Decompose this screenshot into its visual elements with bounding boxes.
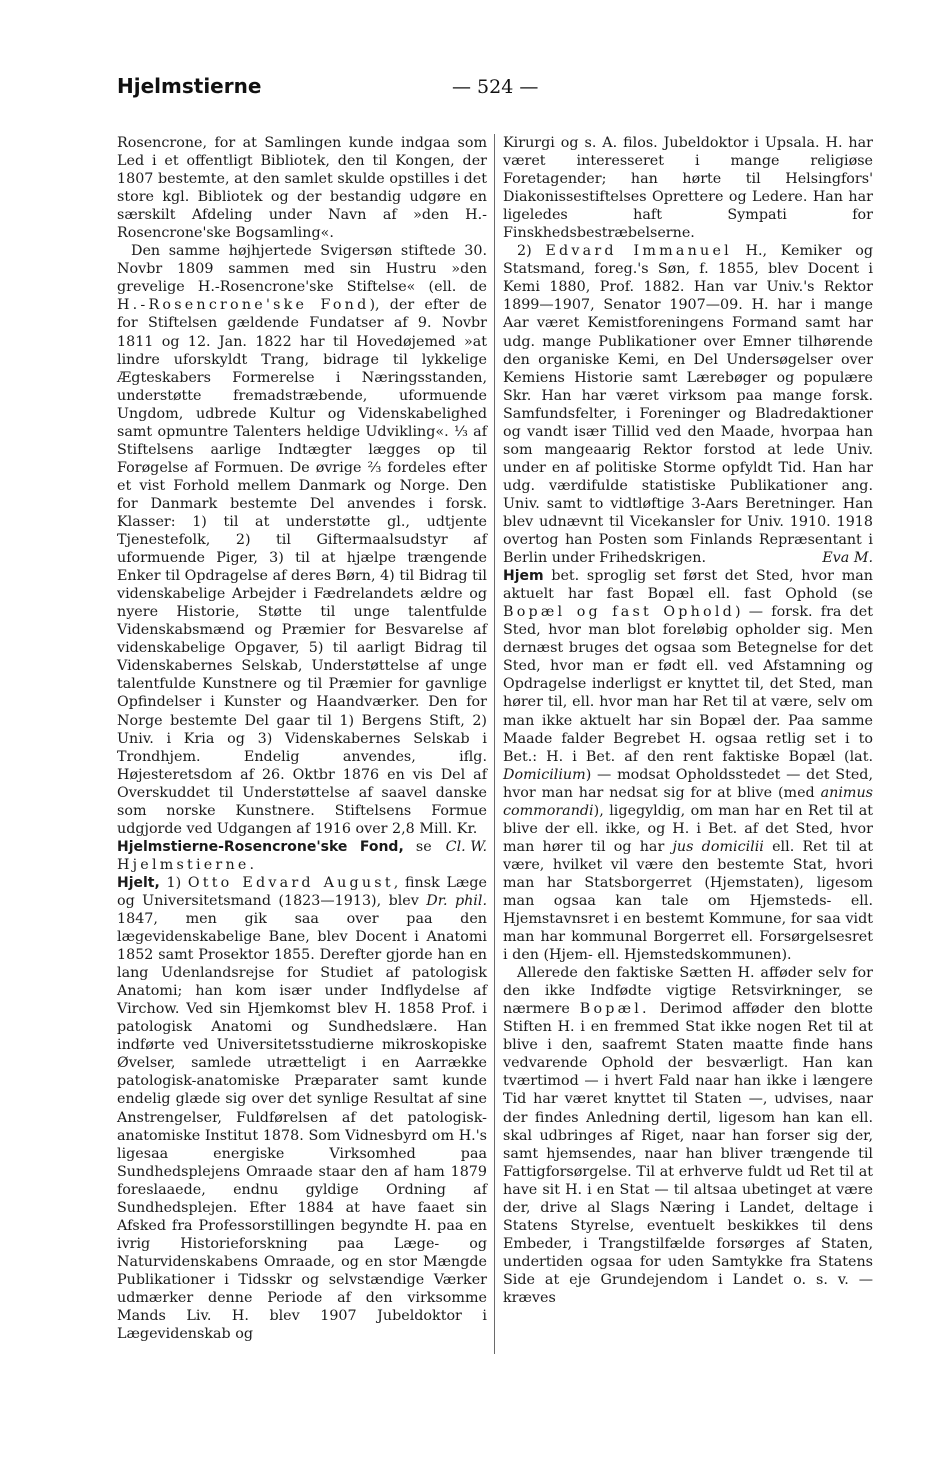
entry-hjem — [503, 567, 873, 964]
cross-reference: Hjelmstierne. — [117, 856, 258, 873]
paragraph-text: 1) — [159, 874, 188, 891]
paragraph-text: se — [403, 838, 432, 855]
paragraph-continuation: Rosencrone, for at Samlingen kunde indgaa som Led i et offentligt Bibliotek, den til Kongen, der 1807 bestemte, at den samlet skulde opstilles i det store kgl. Bibliotek og der bestandig udgøre en særskilt Afdeling under Navn af »den H.-Rosencrone'ske Bogsamling«. — [117, 135, 487, 242]
spaced-term: H.-Rosencrone'ske Fond — [117, 297, 370, 314]
paragraph-text: bet. sproglig set først det Sted, hvor man aktuelt har fast Bopæl ell. fast Ophold (se — [503, 568, 873, 603]
italic-text: animus commorandi — [503, 784, 873, 819]
italic-text: Domicilium — [503, 766, 586, 783]
column-rule — [494, 134, 495, 1354]
paragraph-allerede — [503, 964, 873, 1307]
head-word: Hjelmstierne — [117, 74, 262, 98]
paragraph-text: ), ligegyldig, om man har en Ret til at blive der ell. ikke, og H. i Bet. af det Sted, hvor man hører til og har — [503, 802, 873, 855]
paragraph-text: Derimod afføder den blotte Stiften H. i en fremmed Stat ikke nogen Ret til at blive i den, saafremt Staten maatte finde hans vedvarende Ophold der besværligt. Han kan tværtimod — i hvert Fald naar han ikke i længere Tid har været knyttet til Staten —, udvises, naar der findes Anledning dertil, ligesom han kan ell. skal udbringes af Riget, naar han forser sig der, samt hjemsendes, naar han bliver trængende til Fattigforsørgelse. Til at erhverve fuldt ud Ret til at have sit H. i en Stat — til altsaa ubetinget at være der, drive al Slags Næring i Landet, deltage i Statens Styrelse, eventuelt beskikkes til dens Embeder, i Trangstilfælde forsørges af Staten, undertiden ogsaa for uden Samtykke fra Statens Side at eje Grundejendom i Landet o. s. v. — kræves — [503, 1001, 873, 1306]
paragraph-text: 1847, men gik saa over paa den lægevidenskabelige Bane, blev Docent i Anatomi 1852 samt Prosektor 1855. Derefter gjorde han en lang Udenlandsrejse for Studiet af patologisk Anatomi; han kom især under Indflydelse af Virchow. Ved sin Hjemkomst blev H. 1858 Prof. i patologisk Anatomi og Sundhedslære. Han indførte ved Universitetsstudierne mikroskopiske Øvelser, samlede utrætteligt i en Aarrække patologisk-anatomiske Præparater samt kunde endelig glæde sig over det synlige Resultat af sine Anstrengelser, Fuldførelsen af det patologisk-anatomiske Institut 1878. Som Vidnesbyrd om H.'s ligesaa energiske Virksomhed paa Sundhedsplejens Omraade staar den af ham 1879 foreslaaede, endnu gyldige Ordning af Sundhedsplejen. Efter 1884 at have faaet sin Afsked fra Professorstillingen begyndte H. paa en ivrig Historieforskning paa Læge- og Naturvidenskabens Omraade, og en stor Mængde Publikationer i Tidsskr og selvstændige Værker udmærker denne Periode af den virksomme Mands Liv. H. blev 1907 Jubeldoktor i Lægevidenskab og — [117, 911, 487, 1343]
cross-reference: Bopæl. — [579, 1001, 650, 1018]
paragraph-text: Allerede den faktiske Sætten H. afføder selv for den ikke Indfødte vigtige Retsvirkninger, se nærmere — [503, 965, 873, 1018]
paragraph-text: 2) — [517, 243, 546, 260]
paragraph-text: , finsk Læge og Universitetsmand (1823—1913), blev — [117, 874, 487, 909]
entry-hjelt — [117, 874, 487, 1343]
cross-reference: Bopæl og fast Ophold — [503, 604, 735, 621]
entry-lemma: Hjelmstierne-Rosencrone'ske Fond, — [117, 838, 404, 855]
author-signature: Eva M. — [822, 550, 873, 567]
author-signature: Cl. W. — [445, 838, 487, 855]
paragraph-continuation: Kirurgi og s. A. filos. Jubeldoktor i Upsala. H. har været interesseret i mange religiøse Foretagender; han hørte til Helsingfors' Diakonissestiftelses Oprettere og Ledere. Han har ligeledes haft Sympati for Finskhedsbestræbelserne. — [503, 135, 873, 242]
right-column — [503, 134, 873, 1307]
paragraph-text: H., Kemiker og Statsmand, foreg.'s Søn, f. 1855, blev Docent i Kemi 1880, Prof. 1882. Han var Univ.'s Rektor 1899—1907, Senator 1907—09. H. har i mange Aar været Kemistforeningens Formand samt har udg. mange Publikationer over Emner tilhørende den organiske Kemi, en Del Undersøgelser over Kemiens Historie samt Lærebøger og populære Skr. Han har været virksom paa mange forsk. Samfundsfelter, i Foreninger og Bladredaktioner og vandt især Tillid ved den Maade, hvorpaa han som mangeaarig Rektor forstod at lede Univ. under en af politiske Storme opfyldt Tid. Han har udg. værdifulde statistiske Publikationer ang. Univ. samt to vidtløftige 3-Aars Beretninger. Han blev udnævnt til Vicekansler for Univ. 1910. 1918 overtog han Posten som Finlands Repræsentant i Berlin under Frihedskrigen. — [503, 243, 873, 567]
entry-lemma: Hjem — [503, 568, 544, 585]
paragraph-text: ) — forsk. fra det Sted, hvor man blot foreløbig opholder sig. Men dernæst bruges det ogsaa som Betegnelse for det Sted, hvor man er født ell. ved Afstamning og Opdragelse inderligst er knyttet til, det Sted, man hører til, ell. hvor man har Ret til at være, selv om man ikke aktuelt har sin Bopæl der. Paa samme Maade falder Begrebet H. ogsaa retlig set i to Bet.: H. i Bet. af den rent faktiske Bopæl (lat. — [503, 604, 873, 765]
spaced-name: Otto Edvard August — [187, 874, 394, 891]
left-column — [117, 134, 487, 1343]
paragraph-text: ), der efter de for Stiftelsen gældende Fundatser af 9. Novbr 1811 og 12. Jan. 1822 har til Hovedøjemed »at lindre uforskyldt Trang, bidrage til lykkelige Ægteskabers Formerelse i Næringsstanden, understøtte fremadstræbende, uformuende Ungdom, udbrede Kultur og Videnskabelighed samt opmuntre Talenters heldige Udvikling«. ⅓ af Stiftelsens aarlige Indtægter lægges op til Forøgelse af Formuen. De øvrige ⅔ fordeles efter et vist Forhold mellem Danmark og Norge. Den for Danmark bestemte Del anvendes i forsk. Klasser: 1) til at understøtte gl., udtjente Tjenestefolk, 2) til Giftermaalsudstyr af uformuende Piger, 3) til at hjælpe trængende Enker til Opdragelse af deres Børn, 4) til Bidrag til videnskabelige Arbejder i Fædrelandets ældre og nyere Historie, Støtte til unge talentfulde Videnskabsmænd og Præmier for Besvarelse af videnskabelige Opgaver, 5) til aarligt Bidrag til Videnskabernes Selskab, Understøttelse af unge talentfulde Kunstnere og til Præmier for gavnlige Opfindelser i Kunster og Haandværker. Den for Norge bestemte Del gaar til 1) Bergens Stift, 2) Univ. i Kria og 3) Videnskabernes Selskab i Trondhjem. Endelig anvendes, iflg. Højesteretsdom af 26. Oktbr 1876 en vis Del af Overskuddet til Understøttelse af saavel danske som norske Kunstnere. Stiftelsens Formue udgjorde ved Udgangen af 1916 over 2,8 Mill. Kr. — [117, 297, 488, 837]
entry-lemma: Hjelt, — [117, 874, 160, 891]
paragraph-text: Den samme højhjertede Svigersøn stiftede 30. Novbr 1809 sammen med sin Hustru »den grevelige H.-Rosencrone'ske Stiftelse« (ell. de — [117, 243, 487, 296]
paragraph-text: ell. Ret til at være, hvilket vil være den bestemte Stat, hvori man har Statsborgerret (Hjemstaten), ligesom man ogsaa kan tale om Hjemsteds- ell. Hjemstavnsret i en bestemt Kommune, for saa vidt man har kommunal Borgerret ell. Forsørgelsesret i den (Hjem- ell. Hjemstedskommunen). — [503, 838, 873, 964]
italic-text: Dr. phil. — [426, 892, 487, 909]
italic-text: jus domicilii — [672, 838, 764, 855]
paragraph-text: ) — modsat Opholdsstedet — det Sted, hvor man har nedsat sig for at blive (med — [503, 766, 873, 801]
spaced-name: Edvard Immanuel — [545, 243, 732, 260]
page-number: — 524 — — [452, 76, 539, 98]
running-head — [0, 0, 928, 110]
entry-hjelmstierne-rosencrone — [117, 838, 487, 874]
paragraph-edvard — [503, 242, 873, 567]
